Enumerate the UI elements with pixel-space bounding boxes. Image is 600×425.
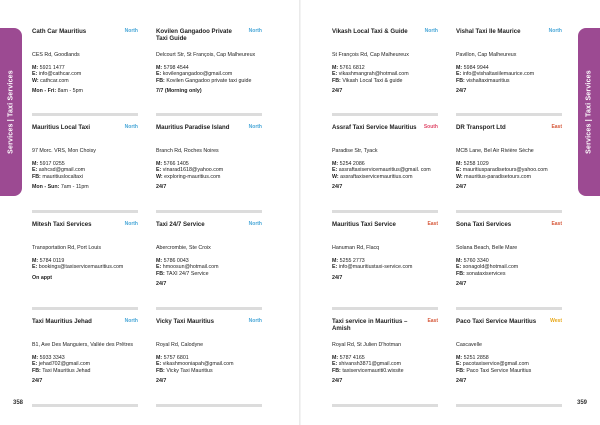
contact-value[interactable]: taxiservicemauriti0.wixsite xyxy=(342,367,404,374)
contact-line xyxy=(32,174,138,181)
contact-value[interactable]: 5787 4165 xyxy=(339,354,365,361)
contact-label: W: xyxy=(32,77,39,84)
page-number-right: 359 xyxy=(576,400,587,406)
contact-line xyxy=(32,78,138,85)
region-badge: West xyxy=(550,318,562,324)
contact-label: M: xyxy=(156,354,163,361)
contact-value[interactable]: assraftaxiservicemauritius@gmail. com xyxy=(338,167,431,174)
card-divider xyxy=(156,113,262,116)
contact-value[interactable]: cathcar.com xyxy=(40,77,69,84)
card-divider xyxy=(332,404,438,407)
listing-title: Vicky Taxi Mauritius xyxy=(156,318,215,325)
contact-line xyxy=(332,71,438,78)
card-divider xyxy=(332,113,438,116)
contact-label: E: xyxy=(332,71,338,78)
contact-value[interactable]: exploring-mauritius.com xyxy=(164,173,221,180)
contact-label: M: xyxy=(332,160,339,167)
listing-header xyxy=(456,318,562,338)
opening-hours xyxy=(332,275,438,282)
contact-label: E: xyxy=(32,361,38,368)
contact-label: E: xyxy=(332,264,338,271)
listing-address: Pavillon, Cap Malheureux xyxy=(456,52,517,58)
contact-label: W: xyxy=(456,173,463,180)
card-divider xyxy=(332,307,438,310)
contact-value[interactable]: 5760 3340 xyxy=(463,257,489,264)
contact-line xyxy=(456,258,562,265)
contact-value[interactable]: shivansh3871@gmail.com xyxy=(338,361,401,368)
section-tab-label: Services | Taxi Services xyxy=(7,70,15,154)
contact-value[interactable]: TAXI 24/7 Service xyxy=(166,270,209,277)
contact-label: M: xyxy=(32,160,39,167)
opening-hours xyxy=(456,88,562,95)
listing-title: Mauritius Paradise Island xyxy=(156,124,230,131)
region-badge: East xyxy=(427,318,438,324)
contact-label: M: xyxy=(32,354,39,361)
region-badge: North xyxy=(248,221,262,227)
contact-line xyxy=(456,78,562,85)
contact-line xyxy=(456,271,562,278)
contact-line xyxy=(32,264,138,271)
contact-line xyxy=(32,368,138,375)
contact-line xyxy=(32,361,138,368)
contact-value[interactable]: bookings@taxiservicemauritius.com xyxy=(38,264,124,271)
contact-value[interactable]: vikashmangrah@hotmail.com xyxy=(338,71,409,78)
contact-line xyxy=(456,174,562,181)
listing-header xyxy=(32,221,138,241)
listing-title: Mitesh Taxi Services xyxy=(32,221,92,228)
contact-line xyxy=(456,368,562,375)
listing-card xyxy=(156,318,262,385)
contact-value[interactable]: 5786 0043 xyxy=(163,257,189,264)
contact-label: M: xyxy=(332,257,339,264)
hours-label: On appt xyxy=(32,274,53,281)
listing-card xyxy=(32,28,138,95)
contact-line xyxy=(32,167,138,174)
contact-value[interactable]: kovilengangadoo@gmail.com xyxy=(162,71,233,78)
contact-value[interactable]: 5255 2773 xyxy=(339,257,365,264)
region-badge: North xyxy=(124,28,138,34)
contact-label: E: xyxy=(156,167,162,174)
contact-value[interactable]: Vikash Local Taxi & guide xyxy=(342,77,403,84)
contact-line xyxy=(32,355,138,362)
region-badge: East xyxy=(551,221,562,227)
listing-card xyxy=(332,28,438,95)
listing-title: Sona Taxi Services xyxy=(456,221,512,228)
contact-label: M: xyxy=(332,354,339,361)
card-divider xyxy=(32,404,138,407)
contact-label: M: xyxy=(456,64,463,71)
contact-line xyxy=(456,71,562,78)
opening-hours xyxy=(332,184,438,191)
hours-label: Mon - Fri: xyxy=(32,88,57,95)
listing-address: Abercrombie, Ste Croix xyxy=(156,245,211,251)
contact-label: W: xyxy=(156,173,163,180)
region-badge: East xyxy=(551,124,562,130)
listing-title: Mauritius Local Taxi xyxy=(32,124,91,131)
listing-title: Assraf Taxi Service Mauritius xyxy=(332,124,417,131)
opening-hours xyxy=(32,184,138,191)
contact-value[interactable]: mauritius-paradisetours.com xyxy=(464,173,531,180)
contact-value[interactable]: 5254 2086 xyxy=(339,160,365,167)
card-divider xyxy=(156,404,262,407)
region-badge: North xyxy=(548,28,562,34)
contact-line xyxy=(332,65,438,72)
contact-label: FB: xyxy=(332,77,341,84)
contact-value[interactable]: vishaltaximauritius xyxy=(466,77,510,84)
listing-title: Vishal Taxi Ile Maurice xyxy=(456,28,521,35)
contact-label: FB: xyxy=(32,173,41,180)
opening-hours xyxy=(456,281,562,288)
contact-value[interactable]: 5798 4544 xyxy=(163,64,189,71)
region-badge: North xyxy=(124,124,138,130)
contact-label: M: xyxy=(156,257,163,264)
opening-hours xyxy=(156,88,262,95)
contact-value[interactable]: info@mauritiustaxi-service.com xyxy=(338,264,413,271)
contact-value[interactable]: assraftaxiservicemauritius.com xyxy=(340,173,413,180)
region-badge: North xyxy=(248,318,262,324)
section-tab-label: Services | Taxi Services xyxy=(585,70,593,154)
contact-label: M: xyxy=(332,64,339,71)
listing-card xyxy=(156,221,262,288)
listing-header xyxy=(156,28,262,48)
contact-line xyxy=(332,174,438,181)
listing-card xyxy=(332,318,438,385)
opening-hours xyxy=(332,378,438,385)
contact-line xyxy=(332,361,438,368)
hours-label: 24/7 xyxy=(456,184,467,191)
listing-address: Transportation Rd, Port Louis xyxy=(32,245,101,251)
listing-header xyxy=(332,221,438,241)
listing-header xyxy=(32,318,138,338)
contact-line xyxy=(332,355,438,362)
contact-label: FB: xyxy=(156,270,165,277)
contact-label: E: xyxy=(332,167,338,174)
hours-label: 24/7 xyxy=(456,378,467,385)
listing-card xyxy=(456,318,562,385)
contact-label: M: xyxy=(456,354,463,361)
listing-address: 97 Morc. VRS, Mon Choisy xyxy=(32,148,96,154)
listing-header xyxy=(332,28,438,48)
contact-label: M: xyxy=(32,257,39,264)
listing-card xyxy=(456,221,562,288)
listing-card xyxy=(156,28,262,95)
contact-label: FB: xyxy=(456,270,465,277)
contact-label: FB: xyxy=(456,77,465,84)
listing-header xyxy=(32,124,138,144)
contact-value[interactable]: 5917 0255 xyxy=(39,160,65,167)
hours-label: 24/7 xyxy=(156,281,167,288)
contact-value[interactable]: 5757 6801 xyxy=(163,354,189,361)
contact-value[interactable]: 5258 1029 xyxy=(463,160,489,167)
region-badge: South xyxy=(423,124,438,130)
hours-label: Mon - Sun: xyxy=(32,184,60,191)
contact-label: FB: xyxy=(156,367,165,374)
opening-hours xyxy=(32,275,138,282)
opening-hours xyxy=(156,378,262,385)
listing-address: Branch Rd, Roches Noires xyxy=(156,148,219,154)
listing-card xyxy=(332,221,438,281)
contact-value[interactable]: 5933 3343 xyxy=(39,354,65,361)
contact-value[interactable]: vikashmooniapah@gmail.com xyxy=(162,361,234,368)
listing-title: Taxi service in Mauritius – Amish xyxy=(332,318,408,333)
listing-card xyxy=(332,124,438,191)
listing-address: Royal Rd, Calodyne xyxy=(156,342,204,348)
contact-line xyxy=(456,361,562,368)
contact-label: FB: xyxy=(332,367,341,374)
listing-address: Paradise Str, Tyack xyxy=(332,148,378,154)
section-tab-right xyxy=(578,28,600,196)
contact-label: E: xyxy=(156,71,162,78)
contact-line xyxy=(456,264,562,271)
listing-header xyxy=(32,28,138,48)
listing-header xyxy=(456,221,562,241)
card-divider xyxy=(456,404,562,407)
contact-value[interactable]: hmoosun@hotmail.com xyxy=(162,264,219,271)
contact-value[interactable]: Paco Taxi Service Mauritius xyxy=(466,367,532,374)
listing-address: CES Rd, Goodlands xyxy=(32,52,80,58)
listing-title: Kovilen Gangadoo Private Taxi Guide xyxy=(156,28,232,43)
listing-title: Mauritius Taxi Service xyxy=(332,221,396,228)
region-badge: East xyxy=(427,221,438,227)
section-tab-left xyxy=(0,28,22,196)
contact-label: E: xyxy=(456,264,462,271)
contact-line xyxy=(32,71,138,78)
card-divider xyxy=(456,113,562,116)
hours-label: 24/7 xyxy=(156,378,167,385)
card-divider xyxy=(32,210,138,213)
region-badge: North xyxy=(248,28,262,34)
card-divider xyxy=(32,113,138,116)
contact-value[interactable]: 5251 2858 xyxy=(463,354,489,361)
contact-label: E: xyxy=(32,167,38,174)
opening-hours xyxy=(32,88,138,95)
contact-value[interactable]: sonagold@hotmail.com xyxy=(462,264,519,271)
contact-label: M: xyxy=(156,160,163,167)
contact-line xyxy=(156,71,262,78)
listing-address: Cascavelle xyxy=(456,342,482,348)
contact-value[interactable]: info@cathcar.com xyxy=(38,71,82,78)
contact-line xyxy=(456,161,562,168)
listing-address: Royal Rd, St Julien D'hotman xyxy=(332,342,402,348)
listing-address: B1, Ave Des Manguiers, Vallée des Prêtres xyxy=(32,342,134,348)
listing-title: Taxi 24/7 Service xyxy=(156,221,205,228)
region-badge: North xyxy=(124,318,138,324)
region-badge: North xyxy=(424,28,438,34)
listing-card xyxy=(456,28,562,95)
contact-label: FB: xyxy=(456,367,465,374)
listing-title: Cath Car Mauritius xyxy=(32,28,87,35)
hours-value: 8am - 5pm xyxy=(57,88,83,95)
contact-label: E: xyxy=(32,71,38,78)
contact-line xyxy=(156,271,262,278)
contact-line xyxy=(456,65,562,72)
listing-address: Solana Beach, Belle Mare xyxy=(456,245,518,251)
contact-label: M: xyxy=(156,64,163,71)
contact-line xyxy=(156,161,262,168)
listing-title: DR Transport Ltd xyxy=(456,124,506,131)
contact-label: FB: xyxy=(156,77,165,84)
contact-line xyxy=(332,78,438,85)
contact-value[interactable]: Kovilen Gangadoo private taxi guide xyxy=(166,77,252,84)
opening-hours xyxy=(332,88,438,95)
listing-header xyxy=(156,318,262,338)
contact-value[interactable]: 5921 1477 xyxy=(39,64,65,71)
contact-line xyxy=(156,65,262,72)
contact-line xyxy=(156,355,262,362)
contact-label: W: xyxy=(332,173,339,180)
contact-line xyxy=(332,368,438,375)
region-badge: North xyxy=(124,221,138,227)
listing-address: Delcourt Str, St François, Cap Malheureux xyxy=(156,52,256,58)
contact-line xyxy=(332,258,438,265)
contact-label: FB: xyxy=(32,367,41,374)
contact-value[interactable]: mauritiuslocaltaxi xyxy=(42,173,83,180)
hours-label: 24/7 xyxy=(332,184,343,191)
contact-value[interactable]: 5761 6812 xyxy=(339,64,365,71)
opening-hours xyxy=(456,184,562,191)
hours-label: 7/7 (Morning only) xyxy=(156,88,202,95)
listing-header xyxy=(156,221,262,241)
page-number-left: 358 xyxy=(13,400,24,406)
listing-address: Hanuman Rd, Flacq xyxy=(332,245,380,251)
hours-label: 24/7 xyxy=(332,378,343,385)
contact-line xyxy=(456,355,562,362)
card-divider xyxy=(332,210,438,213)
contact-line xyxy=(156,78,262,85)
opening-hours xyxy=(32,378,138,385)
hours-value: 7am - 11pm xyxy=(60,184,89,191)
contact-line xyxy=(32,258,138,265)
page-spine xyxy=(299,0,301,425)
contact-value[interactable]: pacotaxiservice@gmail.com xyxy=(462,361,529,368)
contact-label: E: xyxy=(332,361,338,368)
listing-title: Paco Taxi Service Mauritius xyxy=(456,318,537,325)
contact-label: E: xyxy=(456,71,462,78)
listing-header xyxy=(332,124,438,144)
contact-label: M: xyxy=(456,160,463,167)
contact-value[interactable]: Vicky Taxi Mauritius xyxy=(166,367,213,374)
contact-value[interactable]: 5984 9944 xyxy=(463,64,489,71)
opening-hours xyxy=(156,281,262,288)
contact-line xyxy=(32,65,138,72)
hours-label: 24/7 xyxy=(456,281,467,288)
hours-label: 24/7 xyxy=(332,88,343,95)
contact-line xyxy=(156,174,262,181)
listing-card xyxy=(32,221,138,281)
listing-card xyxy=(456,124,562,191)
hours-label: 24/7 xyxy=(32,378,43,385)
contact-line xyxy=(156,264,262,271)
listing-header xyxy=(332,318,438,338)
contact-line xyxy=(332,167,438,174)
contact-line xyxy=(156,368,262,375)
region-badge: North xyxy=(248,124,262,130)
opening-hours xyxy=(156,184,262,191)
contact-label: M: xyxy=(456,257,463,264)
card-divider xyxy=(156,307,262,310)
hours-label: 24/7 xyxy=(332,274,343,281)
listing-title: Taxi Mauritius Jehad xyxy=(32,318,92,325)
listing-card xyxy=(156,124,262,191)
contact-line xyxy=(156,361,262,368)
contact-value[interactable]: 5784 0119 xyxy=(39,257,65,264)
contact-value[interactable]: sonataxiservices xyxy=(466,270,506,277)
listing-title: Vikash Local Taxi & Guide xyxy=(332,28,408,35)
contact-value[interactable]: ashcsd@gmail.com xyxy=(38,167,86,174)
contact-line xyxy=(332,161,438,168)
contact-value[interactable]: mauritiusparadisetours@yahoo.com xyxy=(462,167,548,174)
card-divider xyxy=(456,210,562,213)
opening-hours xyxy=(456,378,562,385)
contact-value[interactable]: info@vishaltaxiilemaurice.com xyxy=(462,71,535,78)
listing-header xyxy=(456,28,562,48)
contact-value[interactable]: jehad702@gmail.com xyxy=(38,361,91,368)
hours-label: 24/7 xyxy=(156,184,167,191)
contact-label: M: xyxy=(32,64,39,71)
contact-value[interactable]: vinarad1618@yahoo.com xyxy=(162,167,224,174)
contact-line xyxy=(32,161,138,168)
contact-line xyxy=(456,167,562,174)
contact-label: E: xyxy=(456,361,462,368)
contact-value[interactable]: Taxi Mauritius Jehad xyxy=(42,367,91,374)
contact-label: E: xyxy=(156,264,162,271)
listing-card xyxy=(32,318,138,385)
contact-line xyxy=(332,264,438,271)
listing-header xyxy=(156,124,262,144)
contact-line xyxy=(156,167,262,174)
listing-address: St François Rd, Cap Malheureux xyxy=(332,52,409,58)
listing-card xyxy=(32,124,138,191)
hours-label: 24/7 xyxy=(456,88,467,95)
listing-address: MCB Lane, Bel Air Rivière Sèche xyxy=(456,148,534,154)
card-divider xyxy=(156,210,262,213)
card-divider xyxy=(32,307,138,310)
card-divider xyxy=(456,307,562,310)
contact-label: E: xyxy=(456,167,462,174)
listing-header xyxy=(456,124,562,144)
contact-label: E: xyxy=(32,264,38,271)
contact-value[interactable]: 5766 1405 xyxy=(163,160,189,167)
contact-label: E: xyxy=(156,361,162,368)
contact-line xyxy=(156,258,262,265)
